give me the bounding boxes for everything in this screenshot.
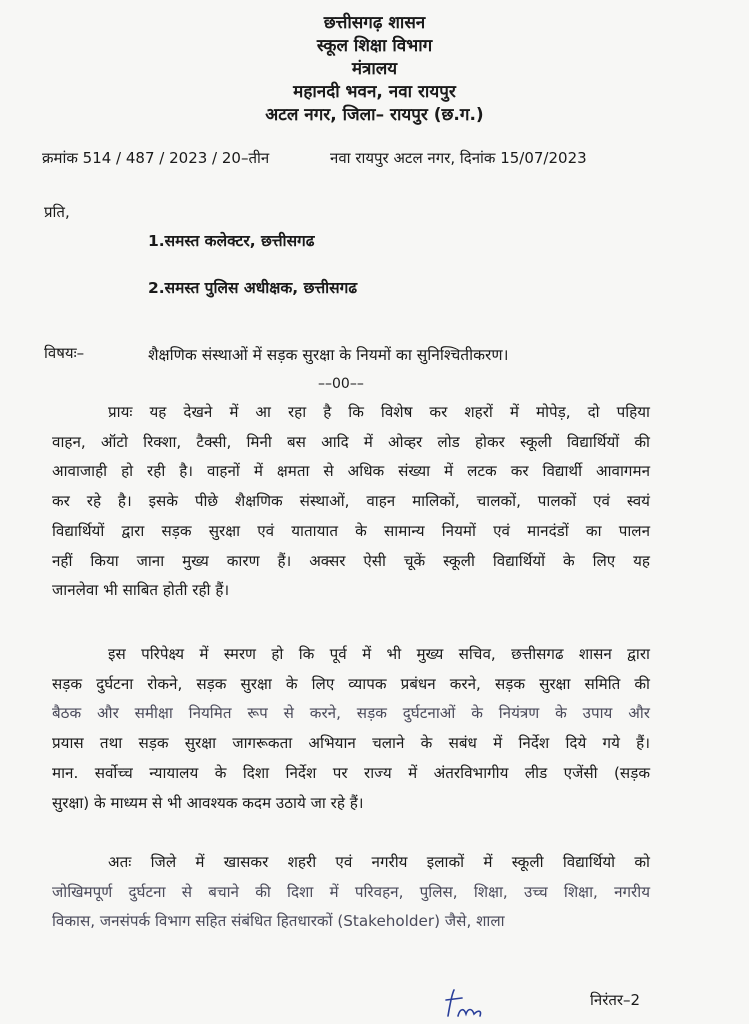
letterhead-ministry: मंत्रालय [351,59,398,79]
recipient-collectors: 1.समस्त कलेक्टर, छत्तीसगढ [148,232,315,250]
paragraph-line: प्रयास तथा सड़क सुरक्षा जागरूकता अभियान चलाने के सबंध में निर्देश दिये गये हैं। [52,734,650,753]
paragraph-line: विकास, जनसंपर्क विभाग सहित संबंधित हितधारकों (Stakeholder) जैसे, शाला [52,912,505,931]
paragraph-line: अतः जिले में खासकर शहरी एवं नगरीय इलाकों में स्कूली विद्यार्थियो को [108,853,650,871]
signature-mark [440,986,500,1020]
paragraph-line: सड़क दुर्घटना रोकने, सड़क सुरक्षा के लिए व्यापक प्रबंधन करने, सड़क सुरक्षा समिति की [52,674,650,693]
paragraph-2 [52,640,650,818]
reference-number: क्रमांक 514 / 487 / 2023 / 20–तीन [42,149,270,167]
paragraph-line: जोखिमपूर्ण दुर्घटना से बचाने की दिशा में परिवहन, पुलिस, शिक्षा, उच्च शिक्षा, नगरीय [52,882,650,901]
paragraph-line: नहीं किया जाना मुख्य कारण हैं। अक्सर ऐसी चूकें स्कूली विद्यार्थियों के लिए यह [52,551,650,570]
letterhead [0,12,749,127]
letterhead-building: महानदी भवन, नवा रायपुर [293,82,456,102]
paragraph-line: प्रायः यह देखने में आ रहा है कि विशेष कर शहरों में मोपेड़, दो पहिया [108,403,650,421]
paragraph-line: विद्यार्थियों द्वारा सड़क सुरक्षा एवं यातायात के सामान्य नियमों एवं मानदंडों का पालन [52,521,650,540]
recipient-police: 2.समस्त पुलिस अधीक्षक, छत्तीसगढ [148,279,358,297]
subject-label: विषयः– [44,344,85,362]
letterhead-department: स्कूल शिक्षा विभाग [316,36,433,56]
subject-text: शैक्षणिक संस्थाओं में सड़क सुरक्षा के नियमों का सुनिश्चितीकरण। [148,346,509,364]
paragraph-line: सुरक्षा) के माध्यम से भी आवश्यक कदम उठाये जा रहे हैं। [52,793,364,812]
paragraph-line: वाहन, ऑटो रिक्शा, टैक्सी, मिनी बस आदि में ओव्हर लोड होकर स्कूली विद्यार्थियों की [52,432,650,451]
paragraph-line: मान. सर्वोच्च न्यायालय के दिशा निर्देश पर राज्य में अंतरविभागीय लीड एजेंसी (सड़क [52,763,650,782]
paragraph-line: जानलेवा भी साबित होती रही हैं। [52,581,230,600]
continued-marker: निरंतर–2 [590,991,641,1009]
paragraph-line: बैठक और समीक्षा नियमित रूप से करने, सड़क दुर्घटनाओं के नियंत्रण के उपाय और [52,704,650,723]
paragraph-3 [52,848,650,937]
paragraph-line: आवाजाही हो रही है। वाहनों में क्षमता से अधिक संख्या में लटक कर विद्यार्थी आवागमन [52,462,650,481]
separator: ––00–– [318,376,364,392]
letterhead-government: छत्तीसगढ़ शासन [323,13,426,33]
letterhead-city: अटल नगर, जिला– रायपुर (छ.ग.) [265,105,484,125]
place-date: नवा रायपुर अटल नगर, दिनांक 15/07/2023 [330,149,587,167]
paragraph-line: इस परिपेक्ष्य में स्मरण हो कि पूर्व में भी मुख्य सचिव, छत्तीसगढ शासन द्वारा [108,645,650,663]
paragraph-1 [52,398,650,606]
to-label: प्रति, [44,203,70,221]
paragraph-line: कर रहे है। इसके पीछे शैक्षणिक संस्थाओं, वाहन मालिकों, चालकों, पालकों एवं स्वयं [52,492,650,511]
